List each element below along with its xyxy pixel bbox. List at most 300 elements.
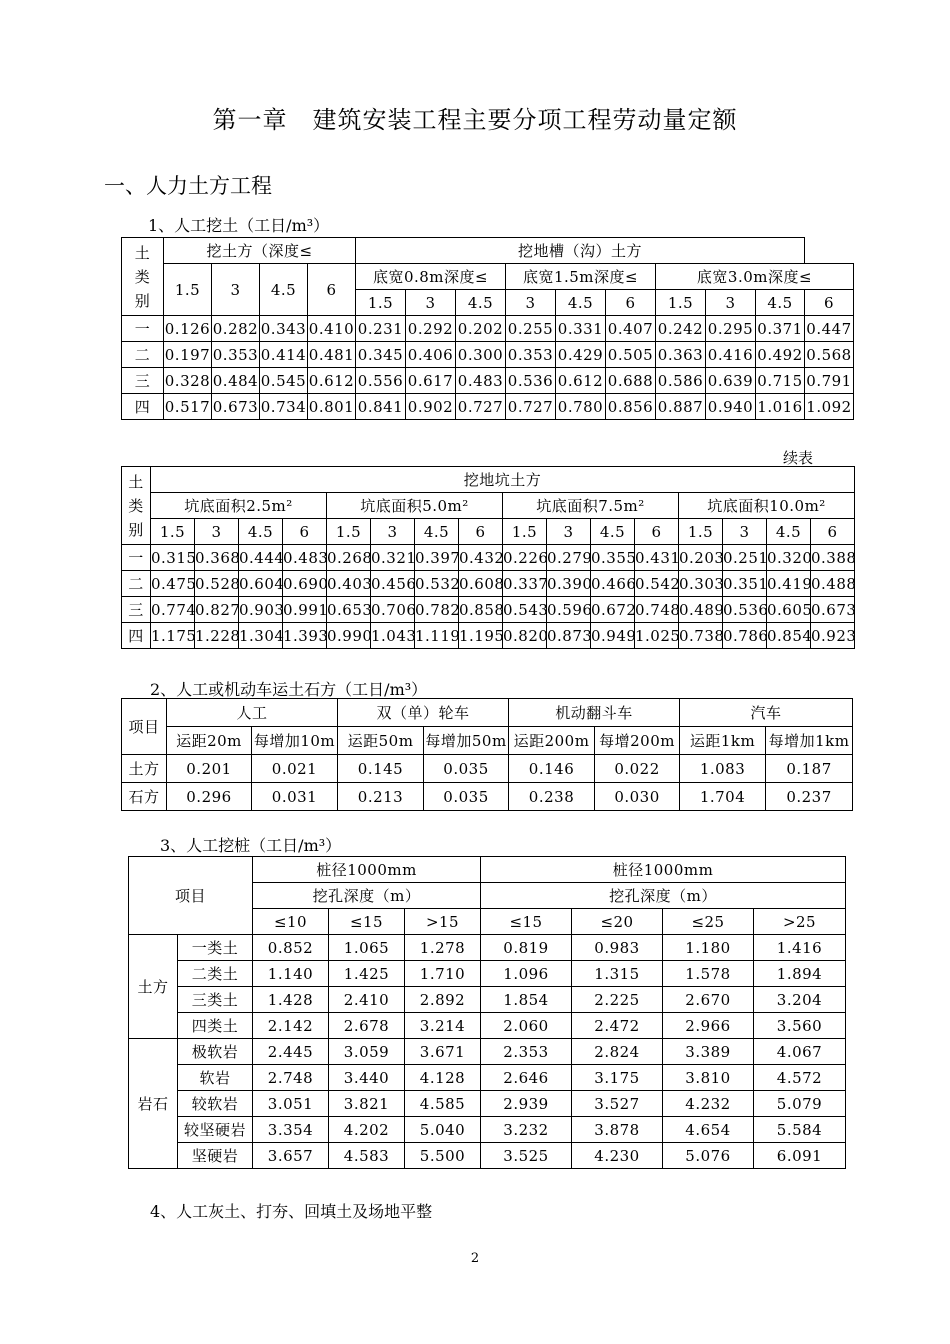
column-header: 1.5 xyxy=(151,519,195,545)
row-label: 较软岩 xyxy=(178,1091,253,1117)
table-cell: 3.878 xyxy=(572,1117,663,1143)
table-cell: 0.481 xyxy=(308,342,356,368)
table-cell: 0.226 xyxy=(503,545,547,571)
table-cell: 0.873 xyxy=(547,623,591,649)
table-cell: 0.536 xyxy=(506,368,556,394)
area-header: 坑底面积2.5m² xyxy=(151,493,327,519)
table-cell: 0.786 xyxy=(723,623,767,649)
table-row xyxy=(129,987,846,1013)
group-header: 人工 xyxy=(167,699,338,727)
table-cell: 2.966 xyxy=(663,1013,754,1039)
table-cell: 3.175 xyxy=(572,1065,663,1091)
table-cell: 1.140 xyxy=(253,961,329,987)
table-cell: 1.083 xyxy=(680,755,766,783)
table-cell: 0.852 xyxy=(253,935,329,961)
table-cell: 0.819 xyxy=(481,935,572,961)
table-cell: 0.673 xyxy=(811,597,855,623)
group-header: 机动翻斗车 xyxy=(509,699,680,727)
row-label: 一 xyxy=(122,545,151,571)
table-cell: 0.991 xyxy=(283,597,327,623)
table-cell: 1.096 xyxy=(481,961,572,987)
section4-heading: 4、人工灰土、打夯、回填土及场地平整 xyxy=(150,1202,433,1221)
table-cell: 0.345 xyxy=(356,342,406,368)
column-header: 3 xyxy=(371,519,415,545)
column-header: 4.5 xyxy=(767,519,811,545)
table-cell: 0.791 xyxy=(805,368,854,394)
table-cell: 0.201 xyxy=(167,755,252,783)
table-cell: 1.065 xyxy=(329,935,405,961)
table-cell: 0.197 xyxy=(164,342,212,368)
table-cell: 0.617 xyxy=(406,368,456,394)
table-cell: 0.202 xyxy=(456,316,506,342)
column-header: 3 xyxy=(547,519,591,545)
table-cell: 3.214 xyxy=(405,1013,481,1039)
table-cell: 0.238 xyxy=(509,783,595,811)
table-cell: 0.146 xyxy=(509,755,595,783)
table-cell: 3.354 xyxy=(253,1117,329,1143)
page-number: 2 xyxy=(470,1251,480,1266)
table-cell: 0.748 xyxy=(635,597,679,623)
table-cell: 0.532 xyxy=(415,571,459,597)
depth-header: 6 xyxy=(606,290,656,316)
table-cell: 0.432 xyxy=(459,545,503,571)
column-header: 1.5 xyxy=(327,519,371,545)
table-cell: 1.119 xyxy=(415,623,459,649)
soil-class-header xyxy=(122,467,151,545)
column-header: 4.5 xyxy=(239,519,283,545)
header-char: 土 xyxy=(128,472,144,491)
depth-header: ≤15 xyxy=(329,909,405,935)
table-cell: 0.431 xyxy=(635,545,679,571)
table-cell: 1.428 xyxy=(253,987,329,1013)
table-cell: 0.605 xyxy=(767,597,811,623)
table-cell: 0.187 xyxy=(766,755,853,783)
depth-header: ≤10 xyxy=(253,909,329,935)
table-cell: 1.416 xyxy=(754,935,846,961)
row-label: 一类土 xyxy=(178,935,253,961)
header-char: 类 xyxy=(128,496,144,515)
table-cell: 1.578 xyxy=(663,961,754,987)
table-cell: 0.706 xyxy=(371,597,415,623)
depth-header: ≤20 xyxy=(572,909,663,935)
item-header: 项目 xyxy=(122,699,167,755)
column-header: 3 xyxy=(723,519,767,545)
table-cell: 3.389 xyxy=(663,1039,754,1065)
row-label: 较坚硬岩 xyxy=(178,1117,253,1143)
column-header: 4.5 xyxy=(415,519,459,545)
table-cell: 1.175 xyxy=(151,623,195,649)
table-cell: 0.203 xyxy=(679,545,723,571)
table-cell: 1.304 xyxy=(239,623,283,649)
pile-header: 桩径1000mm xyxy=(481,857,846,883)
column-header: 6 xyxy=(635,519,679,545)
table-row xyxy=(129,1117,846,1143)
table-cell: 2.353 xyxy=(481,1039,572,1065)
pile-header: 桩径1000mm xyxy=(253,857,481,883)
width-header: 底宽3.0m深度≤ xyxy=(656,264,854,290)
table-cell: 0.543 xyxy=(503,597,547,623)
table-cell: 0.295 xyxy=(706,316,756,342)
table-cell: 4.654 xyxy=(663,1117,754,1143)
table-cell: 0.444 xyxy=(239,545,283,571)
table-cell: 3.671 xyxy=(405,1039,481,1065)
table-cell: 0.300 xyxy=(456,342,506,368)
depth-header: ≤25 xyxy=(663,909,754,935)
column-header: 每增200m xyxy=(595,727,680,755)
row-label: 四 xyxy=(122,394,164,420)
table-cell: 0.410 xyxy=(308,316,356,342)
table-cell: 0.608 xyxy=(459,571,503,597)
table-row xyxy=(122,783,853,811)
table-cell: 0.035 xyxy=(424,755,509,783)
table-cell: 2.748 xyxy=(253,1065,329,1091)
table-cell: 3.525 xyxy=(481,1143,572,1169)
table-row xyxy=(122,623,855,649)
table-cell: 0.673 xyxy=(212,394,260,420)
width-header: 底宽1.5m深度≤ xyxy=(506,264,656,290)
continued-label: 续表 xyxy=(783,449,814,467)
table-cell: 0.035 xyxy=(424,783,509,811)
table-cell: 1.180 xyxy=(663,935,754,961)
table-cell: 2.670 xyxy=(663,987,754,1013)
depth-header: 3 xyxy=(706,290,756,316)
table-row xyxy=(129,1143,846,1169)
table-cell: 0.734 xyxy=(260,394,308,420)
table-row xyxy=(129,1013,846,1039)
depth-header: 3 xyxy=(406,290,456,316)
table2-heading: 2、人工或机动车运土石方（工日/m³） xyxy=(150,680,428,699)
table-cell: 6.091 xyxy=(754,1143,846,1169)
table-cell: 4.585 xyxy=(405,1091,481,1117)
table-cell: 0.279 xyxy=(547,545,591,571)
table3-heading: 3、人工挖桩（工日/m³） xyxy=(160,836,342,855)
table-cell: 0.488 xyxy=(811,571,855,597)
area-header: 坑底面积5.0m² xyxy=(327,493,503,519)
table-cell: 5.040 xyxy=(405,1117,481,1143)
table-cell: 0.639 xyxy=(706,368,756,394)
table-cell: 0.303 xyxy=(679,571,723,597)
table-cell: 0.542 xyxy=(635,571,679,597)
table-cell: 1.043 xyxy=(371,623,415,649)
table-cell: 0.320 xyxy=(767,545,811,571)
table-cell: 1.278 xyxy=(405,935,481,961)
table-cell: 0.983 xyxy=(572,935,663,961)
table-cell: 4.128 xyxy=(405,1065,481,1091)
group-label: 岩石 xyxy=(129,1039,178,1169)
table-cell: 0.820 xyxy=(503,623,547,649)
table-cell: 0.568 xyxy=(805,342,854,368)
table-cell: 1.315 xyxy=(572,961,663,987)
table-cell: 0.940 xyxy=(706,394,756,420)
row-label: 三 xyxy=(122,597,151,623)
table-cell: 0.296 xyxy=(167,783,252,811)
table-cell: 0.672 xyxy=(591,597,635,623)
table-cell: 0.856 xyxy=(606,394,656,420)
table-cell: 1.425 xyxy=(329,961,405,987)
table-cell: 0.690 xyxy=(283,571,327,597)
table-row xyxy=(129,935,846,961)
table-cell: 5.584 xyxy=(754,1117,846,1143)
table-row xyxy=(122,571,855,597)
table-row xyxy=(122,597,855,623)
table-cell: 0.727 xyxy=(506,394,556,420)
table-cell: 0.536 xyxy=(723,597,767,623)
table-cell: 0.321 xyxy=(371,545,415,571)
table-cell: 1.016 xyxy=(756,394,805,420)
column-header: 运距200m xyxy=(509,727,595,755)
table-cell: 0.505 xyxy=(606,342,656,368)
table-cell: 2.060 xyxy=(481,1013,572,1039)
table-cell: 0.653 xyxy=(327,597,371,623)
column-header: 6 xyxy=(811,519,855,545)
table-cell: 0.355 xyxy=(591,545,635,571)
group-label: 土方 xyxy=(129,935,178,1039)
header-char: 类 xyxy=(134,267,151,286)
depth-header: 4.5 xyxy=(556,290,606,316)
table-cell: 0.780 xyxy=(556,394,606,420)
table-row xyxy=(129,1091,846,1117)
table-cell: 0.021 xyxy=(252,755,338,783)
table-cell: 0.030 xyxy=(595,783,680,811)
table-cell: 0.528 xyxy=(195,571,239,597)
table-cell: 0.231 xyxy=(356,316,406,342)
table-cell: 2.939 xyxy=(481,1091,572,1117)
table-cell: 0.596 xyxy=(547,597,591,623)
table-row xyxy=(122,545,855,571)
table-cell: 0.586 xyxy=(656,368,706,394)
table-cell: 0.466 xyxy=(591,571,635,597)
table-cell: 0.407 xyxy=(606,316,656,342)
table-cell: 1.894 xyxy=(754,961,846,987)
table-cell: 1.092 xyxy=(805,394,854,420)
table-cell: 2.142 xyxy=(253,1013,329,1039)
depth-header: 3 xyxy=(506,290,556,316)
table-cell: 4.202 xyxy=(329,1117,405,1143)
table-cell: 0.315 xyxy=(151,545,195,571)
table-cell: 2.225 xyxy=(572,987,663,1013)
table-cell: 0.414 xyxy=(260,342,308,368)
table-cell: 0.887 xyxy=(656,394,706,420)
table-cell: 0.351 xyxy=(723,571,767,597)
table-cell: 2.410 xyxy=(329,987,405,1013)
table-cell: 0.727 xyxy=(456,394,506,420)
table-cell: 0.328 xyxy=(164,368,212,394)
table-cell: 0.403 xyxy=(327,571,371,597)
table-cell: 0.715 xyxy=(756,368,805,394)
table-cell: 0.801 xyxy=(308,394,356,420)
section-heading: 一、人力土方工程 xyxy=(104,174,272,198)
table-cell: 0.282 xyxy=(212,316,260,342)
column-header: 每增加10m xyxy=(252,727,338,755)
earth-header: 挖土方（深度≤ xyxy=(164,238,356,264)
page-title: 第一章 建筑安装工程主要分项工程劳动量定额 xyxy=(212,106,738,134)
table-cell: 0.492 xyxy=(756,342,805,368)
table-row xyxy=(122,316,854,342)
table-cell: 0.268 xyxy=(327,545,371,571)
table-cell: 3.527 xyxy=(572,1091,663,1117)
depth-header: 4.5 xyxy=(260,264,308,316)
column-header: 6 xyxy=(283,519,327,545)
table-cell: 0.031 xyxy=(252,783,338,811)
table-row xyxy=(122,342,854,368)
table-cell: 0.416 xyxy=(706,342,756,368)
table-cell: 2.892 xyxy=(405,987,481,1013)
table-cell: 2.472 xyxy=(572,1013,663,1039)
table-cell: 0.858 xyxy=(459,597,503,623)
area-header: 坑底面积10.0m² xyxy=(679,493,855,519)
table-cell: 3.821 xyxy=(329,1091,405,1117)
table-manual-digging xyxy=(121,237,854,420)
table-cell: 0.990 xyxy=(327,623,371,649)
table-cell: 0.688 xyxy=(606,368,656,394)
table-cell: 0.368 xyxy=(195,545,239,571)
table-cell: 3.232 xyxy=(481,1117,572,1143)
table-cell: 1.704 xyxy=(680,783,766,811)
table-cell: 5.500 xyxy=(405,1143,481,1169)
table-cell: 0.949 xyxy=(591,623,635,649)
table-cell: 0.456 xyxy=(371,571,415,597)
table-cell: 0.213 xyxy=(338,783,424,811)
column-header: 每增加1km xyxy=(766,727,853,755)
table-cell: 4.232 xyxy=(663,1091,754,1117)
table-pile-digging xyxy=(128,856,846,1169)
table-cell: 0.363 xyxy=(656,342,706,368)
column-header: 3 xyxy=(195,519,239,545)
table-cell: 2.678 xyxy=(329,1013,405,1039)
table-transport xyxy=(121,698,853,811)
table-cell: 0.774 xyxy=(151,597,195,623)
table-cell: 3.051 xyxy=(253,1091,329,1117)
table-row xyxy=(129,961,846,987)
table-cell: 0.255 xyxy=(506,316,556,342)
table-cell: 2.824 xyxy=(572,1039,663,1065)
table-row xyxy=(129,1065,846,1091)
row-label: 三 xyxy=(122,368,164,394)
table-cell: 0.483 xyxy=(283,545,327,571)
row-label: 二 xyxy=(122,342,164,368)
table-cell: 5.079 xyxy=(754,1091,846,1117)
trench-header: 挖地槽（沟）土方 xyxy=(356,238,805,264)
depth-header: >25 xyxy=(754,909,846,935)
table-cell: 0.483 xyxy=(456,368,506,394)
table-cell: 0.612 xyxy=(556,368,606,394)
row-label: 极软岩 xyxy=(178,1039,253,1065)
table-cell: 0.397 xyxy=(415,545,459,571)
column-header: 1.5 xyxy=(679,519,723,545)
table-cell: 3.204 xyxy=(754,987,846,1013)
column-header: 运距50m xyxy=(338,727,424,755)
column-header: 运距20m xyxy=(167,727,252,755)
table-pit-digging xyxy=(121,466,855,649)
group-header: 双（单）轮车 xyxy=(338,699,509,727)
table-cell: 0.902 xyxy=(406,394,456,420)
depth-header: 1.5 xyxy=(164,264,212,316)
table-cell: 0.475 xyxy=(151,571,195,597)
table-cell: 0.517 xyxy=(164,394,212,420)
table-cell: 0.337 xyxy=(503,571,547,597)
table-cell: 0.489 xyxy=(679,597,723,623)
table-cell: 0.604 xyxy=(239,571,283,597)
depth-header: >15 xyxy=(405,909,481,935)
table-cell: 3.059 xyxy=(329,1039,405,1065)
hole-depth-header: 挖孔深度（m） xyxy=(481,883,846,909)
hole-depth-header: 挖孔深度（m） xyxy=(253,883,481,909)
pit-header: 挖地坑土方 xyxy=(151,467,855,493)
table-cell: 0.556 xyxy=(356,368,406,394)
row-label: 一 xyxy=(122,316,164,342)
column-header: 6 xyxy=(459,519,503,545)
table-cell: 0.145 xyxy=(338,755,424,783)
table-cell: 1.025 xyxy=(635,623,679,649)
table-row xyxy=(122,368,854,394)
table-cell: 0.353 xyxy=(506,342,556,368)
row-label: 二类土 xyxy=(178,961,253,987)
table-row xyxy=(122,755,853,783)
table-row xyxy=(122,394,854,420)
width-header: 底宽0.8m深度≤ xyxy=(356,264,506,290)
table-cell: 0.237 xyxy=(766,783,853,811)
depth-header: 4.5 xyxy=(756,290,805,316)
table-cell: 0.419 xyxy=(767,571,811,597)
table-cell: 0.612 xyxy=(308,368,356,394)
table-cell: 3.440 xyxy=(329,1065,405,1091)
depth-header: ≤15 xyxy=(481,909,572,935)
table-cell: 0.406 xyxy=(406,342,456,368)
table-cell: 0.827 xyxy=(195,597,239,623)
column-header: 运距1km xyxy=(680,727,766,755)
area-header: 坑底面积7.5m² xyxy=(503,493,679,519)
table-cell: 4.572 xyxy=(754,1065,846,1091)
table-cell: 0.371 xyxy=(756,316,805,342)
table-cell: 0.353 xyxy=(212,342,260,368)
row-label: 土方 xyxy=(122,755,167,783)
table-cell: 5.076 xyxy=(663,1143,754,1169)
table-cell: 0.292 xyxy=(406,316,456,342)
group-header: 汽车 xyxy=(680,699,853,727)
row-label: 四类土 xyxy=(178,1013,253,1039)
row-label: 三类土 xyxy=(178,987,253,1013)
table-cell: 1.854 xyxy=(481,987,572,1013)
table-cell: 0.841 xyxy=(356,394,406,420)
depth-header: 4.5 xyxy=(456,290,506,316)
table-cell: 0.447 xyxy=(805,316,854,342)
table-cell: 0.854 xyxy=(767,623,811,649)
table-cell: 0.022 xyxy=(595,755,680,783)
table-cell: 1.393 xyxy=(283,623,327,649)
header-char: 别 xyxy=(128,520,144,539)
soil-class-header xyxy=(122,238,164,316)
row-label: 坚硬岩 xyxy=(178,1143,253,1169)
table-cell: 0.923 xyxy=(811,623,855,649)
header-char: 土 xyxy=(134,243,151,262)
table-cell: 0.738 xyxy=(679,623,723,649)
table-cell: 0.388 xyxy=(811,545,855,571)
row-label: 二 xyxy=(122,571,151,597)
depth-header: 6 xyxy=(308,264,356,316)
table-cell: 4.583 xyxy=(329,1143,405,1169)
item-header: 项目 xyxy=(129,857,253,935)
table-cell: 0.390 xyxy=(547,571,591,597)
table-cell: 0.242 xyxy=(656,316,706,342)
table-cell: 4.067 xyxy=(754,1039,846,1065)
depth-header: 1.5 xyxy=(356,290,406,316)
depth-header: 1.5 xyxy=(656,290,706,316)
table-cell: 0.903 xyxy=(239,597,283,623)
table-cell: 3.810 xyxy=(663,1065,754,1091)
row-label: 石方 xyxy=(122,783,167,811)
depth-header: 3 xyxy=(212,264,260,316)
row-label: 四 xyxy=(122,623,151,649)
